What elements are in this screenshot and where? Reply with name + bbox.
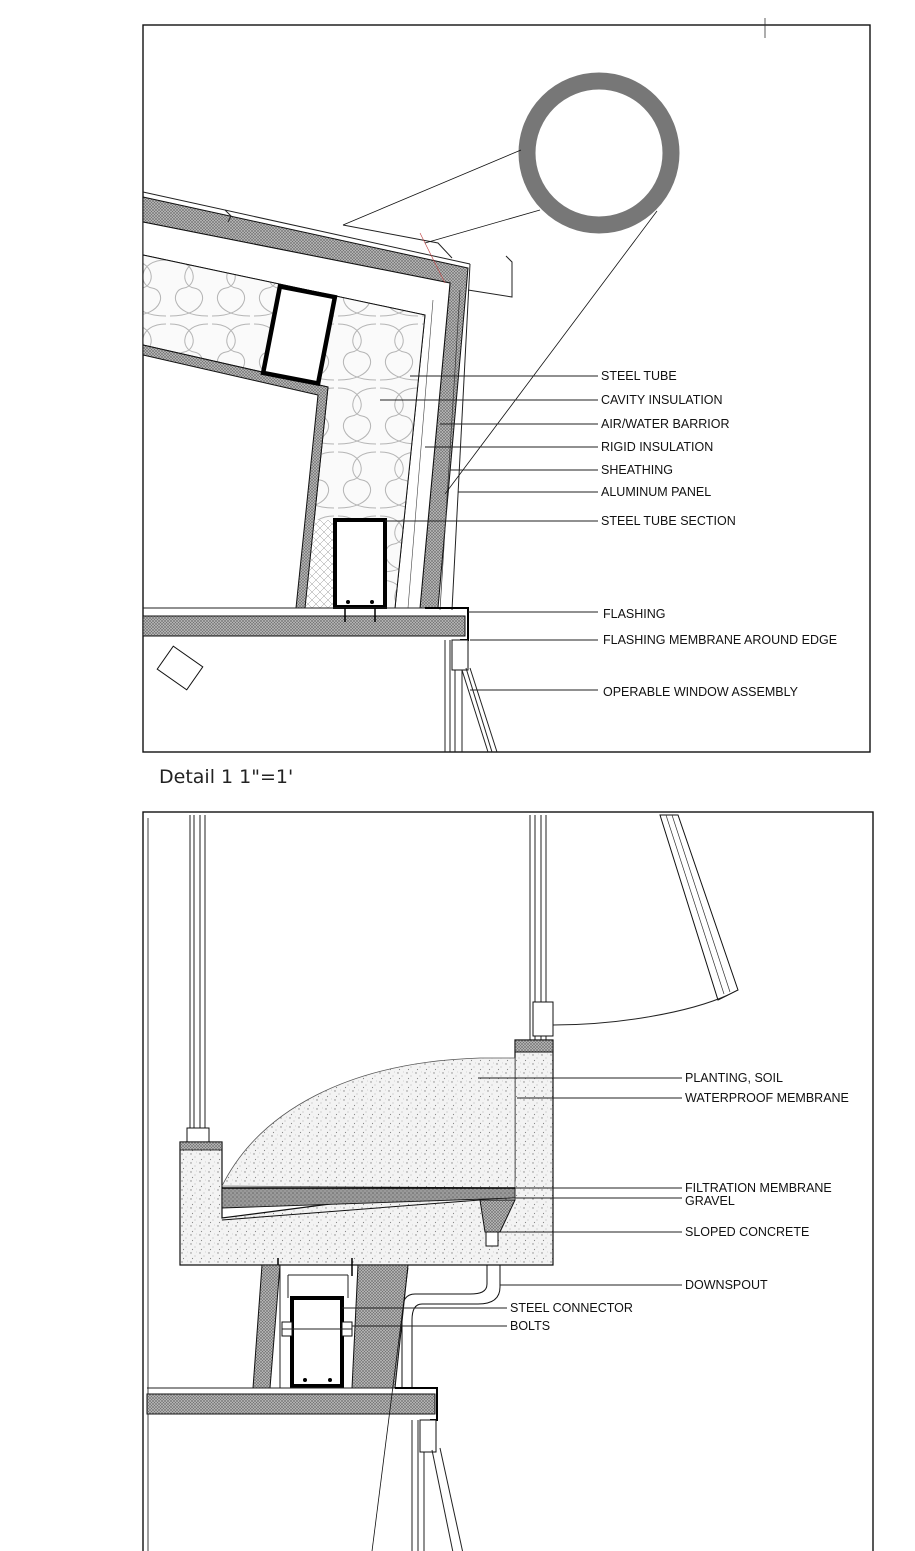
lower-window-assembly xyxy=(412,1420,466,1551)
open-window-sash xyxy=(553,815,738,1025)
label-filtration-membrane: FILTRATION MEMBRANE xyxy=(685,1181,832,1195)
label-air-water-barrior: AIR/WATER BARRIOR xyxy=(601,417,730,431)
steel-tube-section xyxy=(335,520,385,607)
label-sheathing: SHEATHING xyxy=(601,463,673,477)
label-flashing-membrane: FLASHING MEMBRANE AROUND EDGE xyxy=(603,633,838,647)
label-planting-soil: PLANTING, SOIL xyxy=(685,1071,783,1085)
operable-window-assembly xyxy=(445,640,497,752)
downspout xyxy=(402,1265,487,1388)
steel-connector xyxy=(292,1298,342,1386)
bottom-detail xyxy=(143,812,873,1551)
lower-wall-interior xyxy=(253,1265,280,1388)
left-window-mullion xyxy=(187,815,209,1142)
lower-wall-hatch xyxy=(352,1265,408,1388)
label-flashing: FLASHING xyxy=(603,607,666,621)
label-steel-connector: STEEL CONNECTOR xyxy=(510,1301,633,1315)
interior-finish xyxy=(143,345,328,608)
label-steel-tube-section: STEEL TUBE SECTION xyxy=(601,514,736,528)
planting-soil xyxy=(222,1058,515,1188)
label-waterproof-membrane: WATERPROOF MEMBRANE xyxy=(685,1091,849,1105)
label-downspout: DOWNSPOUT xyxy=(685,1278,768,1292)
label-operable-window-assembly: OPERABLE WINDOW ASSEMBLY xyxy=(603,685,798,699)
label-rigid-insulation: RIGID INSULATION xyxy=(601,440,714,454)
label-bolts: BOLTS xyxy=(510,1319,551,1333)
ceiling-fixture xyxy=(157,646,203,690)
detail-caption: Detail 1 1"=1' xyxy=(159,766,294,788)
top-detail xyxy=(143,18,870,752)
label-gravel: GRAVEL xyxy=(685,1194,735,1208)
steel-tube-callout-circle xyxy=(527,81,671,225)
floor-slab xyxy=(143,616,465,636)
label-cavity-insulation: CAVITY INSULATION xyxy=(601,393,723,407)
label-aluminum-panel: ALUMINUM PANEL xyxy=(601,485,712,499)
label-steel-tube: STEEL TUBE xyxy=(601,369,677,383)
label-sloped-concrete: SLOPED CONCRETE xyxy=(685,1225,810,1239)
right-window-mullion xyxy=(530,815,553,1040)
